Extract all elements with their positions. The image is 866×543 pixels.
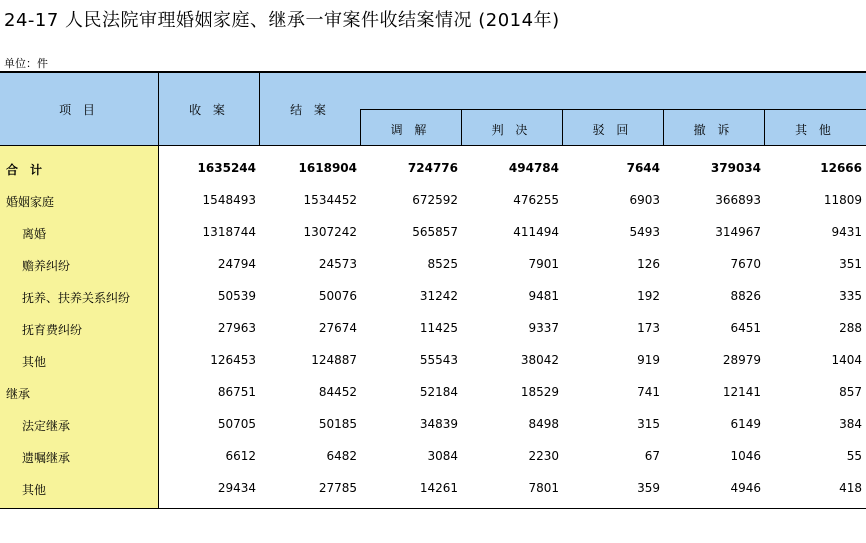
header-mediation: 调 解 xyxy=(390,123,431,137)
header-divider xyxy=(360,109,866,110)
cell-value: 50185 xyxy=(318,417,357,431)
cell-value: 741 xyxy=(637,385,660,399)
cell-value: 27674 xyxy=(318,321,357,335)
cell-value: 29434 xyxy=(217,481,256,495)
cell-value: 18529 xyxy=(520,385,559,399)
cell-value: 5493 xyxy=(629,225,660,239)
cell-value: 1404 xyxy=(831,353,862,367)
table-row xyxy=(0,184,866,216)
cell-value: 565857 xyxy=(412,225,458,239)
table-row xyxy=(0,376,866,408)
cell-value: 31242 xyxy=(419,289,458,303)
cell-value: 9431 xyxy=(831,225,862,239)
cell-value: 1548493 xyxy=(202,193,256,207)
cell-value: 335 xyxy=(839,289,862,303)
row-label: 离婚 xyxy=(22,227,47,241)
cell-value: 27785 xyxy=(318,481,357,495)
cell-value: 6451 xyxy=(730,321,761,335)
cell-value: 288 xyxy=(839,321,862,335)
table-row xyxy=(0,152,866,184)
cell-value: 9481 xyxy=(528,289,559,303)
cell-value: 7801 xyxy=(528,481,559,495)
cell-value: 4946 xyxy=(730,481,761,495)
cell-value: 411494 xyxy=(513,225,559,239)
cell-value: 366893 xyxy=(715,193,761,207)
cell-value: 84452 xyxy=(318,385,357,399)
table-row xyxy=(0,280,866,312)
row-label: 继承 xyxy=(6,387,31,401)
cell-value: 6903 xyxy=(629,193,660,207)
table-row xyxy=(0,440,866,472)
cell-value: 124887 xyxy=(311,353,357,367)
row-label: 其他 xyxy=(22,355,47,369)
cell-value: 6612 xyxy=(225,449,256,463)
cell-value: 14261 xyxy=(419,481,458,495)
header-received: 收 案 xyxy=(189,103,229,117)
header-rejected: 驳 回 xyxy=(592,123,633,137)
header-judgment: 判 决 xyxy=(491,123,532,137)
table-row xyxy=(0,248,866,280)
row-label: 其他 xyxy=(22,483,47,497)
cell-value: 1534452 xyxy=(303,193,357,207)
row-label: 法定继承 xyxy=(22,419,71,433)
cell-value: 34839 xyxy=(419,417,458,431)
cell-value: 1635244 xyxy=(197,161,256,175)
cell-value: 8525 xyxy=(427,257,458,271)
header-closed: 结 案 xyxy=(290,103,330,117)
table-row xyxy=(0,344,866,376)
cell-value: 173 xyxy=(637,321,660,335)
cell-value: 919 xyxy=(637,353,660,367)
cell-value: 28979 xyxy=(722,353,761,367)
cell-value: 24573 xyxy=(318,257,357,271)
page-title: 24-17 人民法院审理婚姻家庭、继承一审案件收结案情况 (2014年) xyxy=(4,10,560,31)
cell-value: 314967 xyxy=(715,225,761,239)
cell-value: 1046 xyxy=(730,449,761,463)
cell-value: 126453 xyxy=(210,353,256,367)
cell-value: 494784 xyxy=(508,161,559,175)
row-label: 赡养纠纷 xyxy=(22,259,71,273)
cell-value: 11809 xyxy=(823,193,862,207)
cell-value: 86751 xyxy=(217,385,256,399)
cell-value: 672592 xyxy=(412,193,458,207)
cell-value: 6149 xyxy=(730,417,761,431)
cell-value: 7901 xyxy=(528,257,559,271)
cell-value: 1618904 xyxy=(298,161,357,175)
header-item: 项 目 xyxy=(59,103,99,117)
bottom-rule xyxy=(0,508,866,509)
top-rule xyxy=(0,71,866,73)
cell-value: 126 xyxy=(637,257,660,271)
cell-value: 50076 xyxy=(318,289,357,303)
table-row xyxy=(0,312,866,344)
cell-value: 12141 xyxy=(722,385,761,399)
unit-label: 单位：件 xyxy=(4,57,48,70)
cell-value: 724776 xyxy=(407,161,458,175)
row-label: 抚养、扶养关系纠纷 xyxy=(22,291,131,305)
cell-value: 38042 xyxy=(520,353,559,367)
cell-value: 24794 xyxy=(217,257,256,271)
cell-value: 8826 xyxy=(730,289,761,303)
row-label: 抚育费纠纷 xyxy=(22,323,83,337)
cell-value: 7670 xyxy=(730,257,761,271)
cell-value: 1318744 xyxy=(202,225,256,239)
cell-value: 351 xyxy=(839,257,862,271)
row-label: 婚姻家庭 xyxy=(6,195,55,209)
cell-value: 359 xyxy=(637,481,660,495)
cell-value: 55 xyxy=(846,449,862,463)
cell-value: 55543 xyxy=(419,353,458,367)
row-label: 遗嘱继承 xyxy=(22,451,71,465)
cell-value: 379034 xyxy=(710,161,761,175)
cell-value: 11425 xyxy=(419,321,458,335)
cell-value: 8498 xyxy=(528,417,559,431)
header-withdrawn: 撤 诉 xyxy=(693,123,734,137)
cell-value: 7644 xyxy=(626,161,660,175)
cell-value: 857 xyxy=(839,385,862,399)
cell-value: 9337 xyxy=(528,321,559,335)
cell-value: 12666 xyxy=(820,161,862,175)
cell-value: 27963 xyxy=(217,321,256,335)
cell-value: 476255 xyxy=(513,193,559,207)
cell-value: 3084 xyxy=(427,449,458,463)
cell-value: 50705 xyxy=(217,417,256,431)
cell-value: 1307242 xyxy=(303,225,357,239)
table-row xyxy=(0,216,866,248)
cell-value: 50539 xyxy=(217,289,256,303)
table-row xyxy=(0,408,866,440)
cell-value: 384 xyxy=(839,417,862,431)
cell-value: 418 xyxy=(839,481,862,495)
cell-value: 52184 xyxy=(419,385,458,399)
cell-value: 315 xyxy=(637,417,660,431)
cell-value: 67 xyxy=(644,449,660,463)
cell-value: 2230 xyxy=(528,449,559,463)
row-label: 合 计 xyxy=(6,163,43,177)
table-row xyxy=(0,472,866,504)
cell-value: 6482 xyxy=(326,449,357,463)
header-other: 其 他 xyxy=(795,123,835,137)
cell-value: 192 xyxy=(637,289,660,303)
